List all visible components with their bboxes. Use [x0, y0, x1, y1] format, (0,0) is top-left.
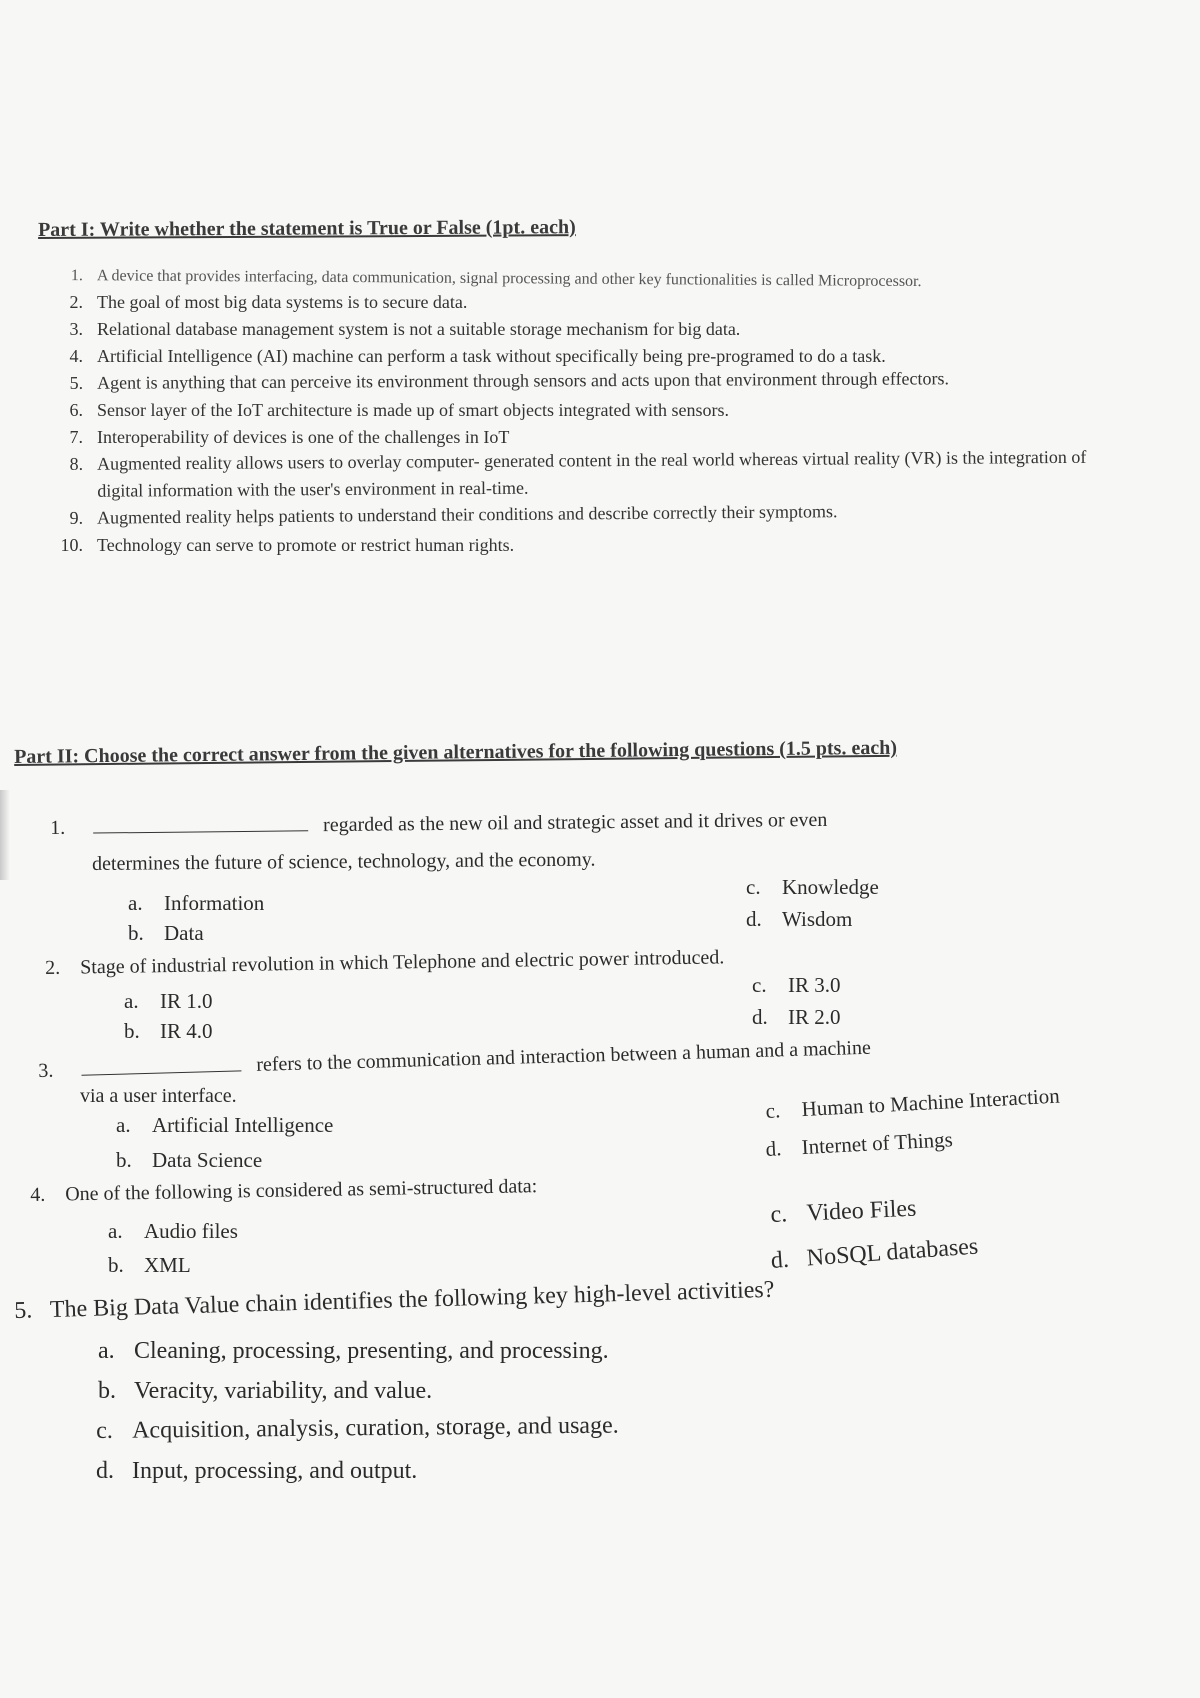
question-number: 4.: [30, 1183, 46, 1206]
option-text: IR 4.0: [160, 1019, 213, 1043]
question-number: 3.: [38, 1059, 54, 1082]
option-text: Input, processing, and output.: [132, 1458, 418, 1484]
statement-number: 8.: [69, 453, 84, 474]
option-letter: c.: [746, 875, 761, 899]
option-text: IR 3.0: [788, 973, 841, 997]
question-1-continuation: determines the future of science, technology, and the economy.: [92, 848, 596, 875]
option-text: XML: [144, 1253, 191, 1277]
statement-number: 10.: [60, 535, 83, 555]
option-text: Data Science: [152, 1148, 263, 1172]
question-text: One of the following is considered as semi-structured data:: [65, 1175, 538, 1206]
option-letter: d.: [770, 1246, 790, 1274]
statement-number: 2.: [69, 292, 83, 312]
option-c: [96, 1413, 619, 1444]
option-letter: b.: [124, 1019, 140, 1043]
option-text: Knowledge: [782, 875, 879, 899]
option-c: [770, 1196, 917, 1228]
option-letter: a.: [124, 989, 139, 1013]
option-letter: b.: [98, 1378, 116, 1404]
option-a: [98, 1338, 609, 1364]
option-letter: d.: [752, 1005, 768, 1029]
question-number: 2.: [45, 956, 61, 979]
statement-number: 3.: [69, 319, 83, 339]
statement-text: Agent is anything that can perceive its environment through sensors and acts upon that environment through effectors.: [97, 368, 950, 393]
scan-shadow: [0, 790, 10, 880]
option-d: [752, 1004, 841, 1030]
question-3-continuation: via a user interface.: [80, 1085, 237, 1107]
option-b: [116, 1147, 262, 1173]
option-text: Data: [164, 921, 204, 945]
option-a: [128, 890, 264, 916]
statement-text: Interoperability of devices is one of the challenges in IoT: [97, 427, 510, 447]
option-d: [746, 906, 852, 932]
option-d: [765, 1126, 953, 1162]
option-text: Wisdom: [782, 907, 853, 931]
statement-text: Artificial Intelligence (AI) machine can perform a task without specifically being pre-programed to do a task.: [97, 346, 886, 366]
statement-item: [55, 532, 1135, 559]
option-text: IR 1.0: [160, 989, 213, 1013]
part1-heading: Part I: Write whether the statement is True or False (1pt. each): [38, 216, 576, 241]
option-b: [98, 1378, 432, 1404]
statement-number: 4.: [69, 346, 83, 366]
option-letter: b.: [128, 921, 144, 945]
question-1: [50, 807, 827, 841]
statement-text: Augmented reality helps patients to understand their conditions and describe correctly their symptoms.: [97, 501, 838, 528]
statement-text: Relational database management system is not a suitable storage mechanism for big data.: [97, 319, 741, 339]
option-text: IR 2.0: [788, 1005, 841, 1029]
option-letter: c.: [96, 1417, 113, 1444]
statement-item: [55, 443, 1135, 505]
option-text: Internet of Things: [801, 1127, 954, 1160]
option-text: Veracity, variability, and value.: [134, 1378, 433, 1404]
statement-item: [55, 364, 1135, 397]
question-text: Stage of industrial revolution in which Telephone and electric power introduced.: [80, 946, 725, 979]
option-text: Cleaning, processing, presenting, and processing.: [134, 1338, 609, 1364]
statement-text: The goal of most big data systems is to secure data.: [97, 292, 468, 312]
option-letter: d.: [765, 1136, 783, 1161]
option-letter: b.: [108, 1253, 124, 1277]
question-5: [14, 1277, 775, 1324]
statement-text: Sensor layer of the IoT architecture is made up of smart objects integrated with sensors.: [97, 400, 729, 420]
option-text: Video Files: [805, 1195, 917, 1227]
statement-number: 6.: [69, 400, 83, 420]
statement-text: Augmented reality allows users to overlay computer- generated content in the real world whereas virtual reality (VR) is the integration of digital information with the user's environment in real-time.: [97, 446, 1087, 501]
statement-number: 5.: [69, 372, 84, 393]
option-b: [124, 1018, 213, 1044]
option-letter: d.: [746, 907, 762, 931]
statement-item: [55, 397, 1135, 424]
question-text: The Big Data Value chain identifies the following key high-level activities?: [49, 1276, 775, 1323]
option-letter: c.: [752, 973, 767, 997]
option-a: [124, 988, 213, 1014]
option-text: NoSQL databases: [805, 1233, 980, 1272]
option-letter: a.: [98, 1338, 115, 1364]
question-text: regarded as the new oil and strategic asset and it drives or even: [323, 808, 828, 837]
option-c: [765, 1083, 1060, 1124]
option-letter: b.: [116, 1148, 132, 1172]
statement-number: 9.: [69, 507, 84, 528]
answer-blank: [81, 1052, 241, 1075]
question-text: refers to the communication and interaction between a human and a machine: [255, 1036, 872, 1076]
option-a: [108, 1218, 238, 1244]
question-4: [30, 1173, 537, 1208]
option-letter: a.: [128, 891, 143, 915]
statement-item: [55, 289, 1135, 316]
statement-text: A device that provides interfacing, data communication, signal processing and other key functionalities is called Microprocessor.: [96, 267, 922, 291]
option-letter: a.: [108, 1219, 123, 1243]
option-text: Audio files: [144, 1219, 238, 1243]
option-d: [96, 1458, 417, 1484]
option-letter: c.: [765, 1098, 781, 1123]
question-2: [45, 944, 724, 981]
statement-number: 7.: [69, 427, 83, 447]
question-number: 1.: [50, 816, 66, 839]
option-text: Human to Machine Interaction: [801, 1083, 1061, 1122]
option-letter: a.: [116, 1113, 131, 1137]
option-text: Artificial Intelligence: [152, 1113, 334, 1137]
answer-blank: [93, 812, 308, 833]
option-a: [116, 1112, 333, 1138]
option-c: [752, 972, 841, 998]
option-letter: c.: [770, 1201, 788, 1228]
statement-text: Technology can serve to promote or restrict human rights.: [97, 535, 515, 555]
part1-statement-list: [55, 262, 1135, 559]
statement-item: [55, 316, 1135, 343]
option-b: [128, 920, 204, 946]
option-text: Acquisition, analysis, curation, storage, and usage.: [131, 1412, 619, 1444]
statement-number: 1.: [70, 267, 83, 285]
part2-heading: Part II: Choose the correct answer from the given alternatives for the following questions (1.5 pts. each): [14, 736, 898, 768]
option-b: [108, 1252, 191, 1278]
question-number: 5.: [14, 1297, 33, 1324]
option-letter: d.: [96, 1458, 114, 1484]
option-d: [770, 1234, 979, 1274]
option-text: Information: [164, 891, 265, 915]
option-c: [746, 874, 879, 900]
